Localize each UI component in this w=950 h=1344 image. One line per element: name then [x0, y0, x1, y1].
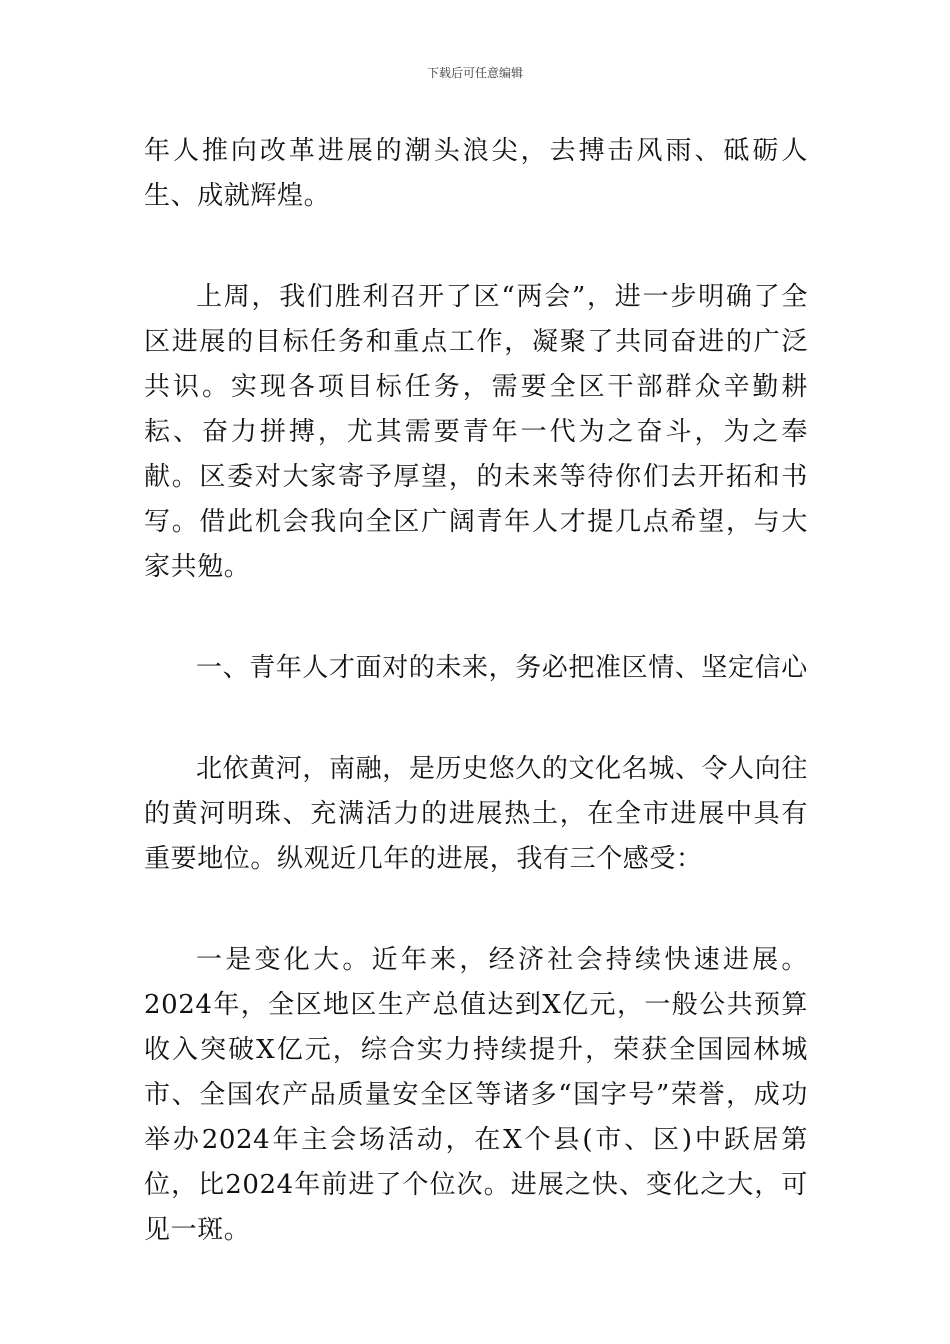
paragraph-continuation: 年人推向改革进展的潮头浪尖，去搏击风雨、砥砺人生、成就辉煌。 — [144, 136, 808, 211]
document-body — [144, 129, 808, 1309]
paragraph-big-change: 一是变化大。近年来，经济社会持续快速进展。2024年，全区地区生产总值达到X亿元，一般公共预算收入突破X亿元，综合实力持续提升，荣获全国园林城市、全国农产品质量安全区等诸多“国字号”荣誉，成功举办2024年主会场活动，在X个县(市、区)中跃居第位，比2024年前进了个位次。进展之快、变化之大，可见一斑。 — [144, 945, 808, 1245]
page-header: 下载后可任意编辑 — [426, 66, 523, 80]
section-heading-one: 一、青年人才面对的未来，务必把准区情、坚定信心 — [196, 653, 808, 683]
paragraph-district-overview: 北依黄河，南融，是历史悠久的文化名城、令人向往的黄河明珠、充满活力的进展热土，在全市进展中具有重要地位。纵观近几年的进展，我有三个感受： — [144, 754, 808, 874]
paragraph-two-sessions: 上周，我们胜利召开了区“两会”，进一步明确了全区进展的目标任务和重点工作，凝聚了共同奋进的广泛共识。实现各项目标任务，需要全区干部群众辛勤耕耘、奋力拼搏，尤其需要青年一代为之奋斗，为之奉献。区委对大家寄予厚望，的未来等待你们去开拓和书写。借此机会我向全区广阔青年人才提几点希望，与大家共勉。 — [144, 282, 808, 582]
